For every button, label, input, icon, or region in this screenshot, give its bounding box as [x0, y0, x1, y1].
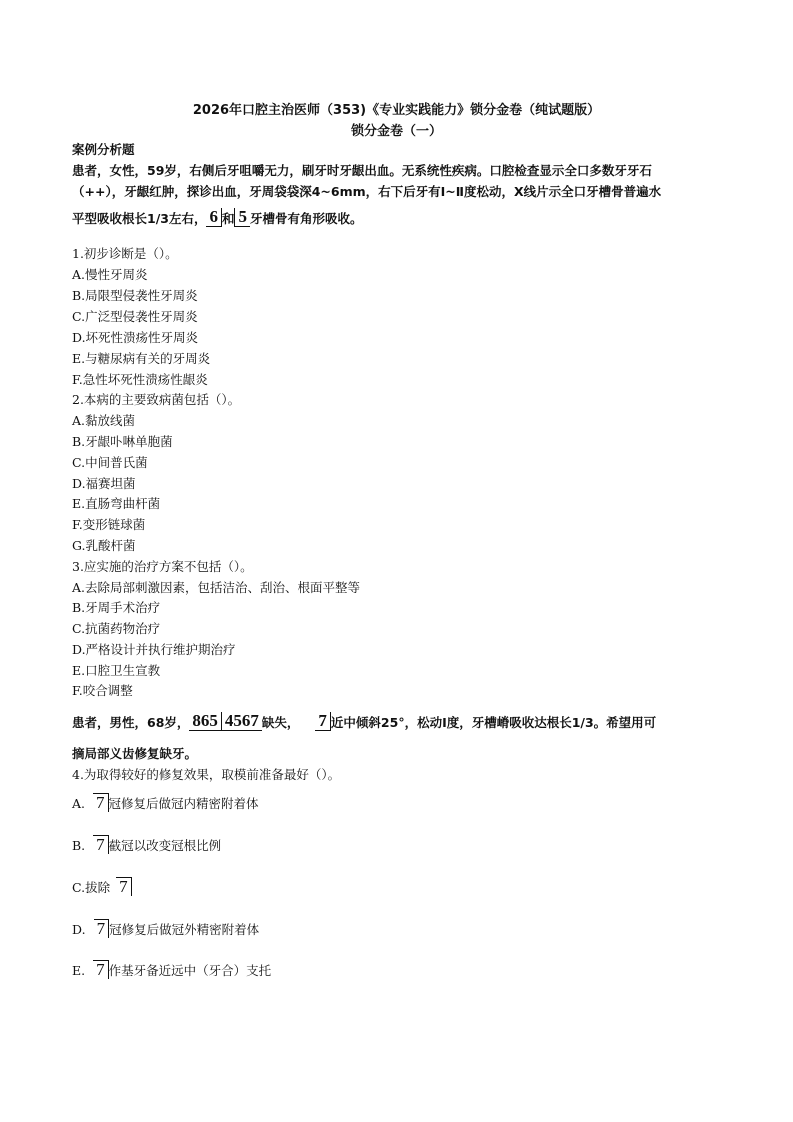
option: B.局限型侵袭性牙周炎	[72, 288, 198, 303]
question-stem: 2.本病的主要致病菌包括（）。	[72, 392, 241, 407]
case1-line3-pre: 平型吸收根长1/3左右，	[72, 211, 207, 226]
case2-post: 近中倾斜25°，松动Ⅰ度，牙槽嵴吸收达根长1/3。希望用可	[330, 715, 657, 730]
case1-line3-post: 牙槽骨有角形吸收。	[249, 211, 363, 226]
option: E.口腔卫生宣教	[72, 663, 161, 678]
tooth-notation-upper	[189, 712, 262, 731]
tooth-notation-lower-right: 7	[94, 919, 110, 938]
case2-pre: 患者，男性，68岁，	[72, 715, 190, 730]
option	[72, 960, 271, 979]
option: A.去除局部刺激因素，包括洁治、刮治、根面平整等	[72, 580, 361, 595]
option: D.严格设计并执行维护期治疗	[72, 642, 236, 657]
option: C.中间普氏菌	[72, 455, 148, 470]
question-stem: 3.应实施的治疗方案不包括（）。	[72, 559, 253, 574]
option	[72, 877, 132, 896]
option-text: 作基牙备近远中（牙合）支托	[108, 963, 272, 978]
option: A.黏放线菌	[72, 413, 136, 428]
option: F.变形链球菌	[72, 517, 146, 532]
option: C.广泛型侵袭性牙周炎	[72, 309, 198, 324]
tooth-notation-lower-right: 7	[93, 793, 109, 812]
option: A.慢性牙周炎	[72, 267, 148, 282]
tooth-notation-lower-right: 7	[93, 960, 109, 979]
exam-title: 2026年口腔主治医师（353)《专业实践能力》锁分金卷（纯试题版）	[192, 103, 601, 118]
tooth-notation-upper-left: 5	[234, 208, 250, 227]
section-heading: 案例分析题	[72, 142, 135, 157]
teeth-upper-right: 865	[189, 712, 222, 730]
tooth-notation-upper-right: 7	[315, 712, 331, 731]
case1-line2: （++），牙龈红肿，探诊出血，牙周袋袋深4~6mm，右下后牙有Ⅰ~Ⅱ度松动，X线片示全口牙槽骨普遍水	[72, 184, 662, 199]
tooth-notation-lower-right: 7	[93, 835, 109, 854]
case1-line1: 患者，女性，59岁，右侧后牙咀嚼无力，刷牙时牙龈出血。无系统性疾病。口腔检查显示全口多数牙牙石	[72, 163, 652, 178]
option	[72, 835, 221, 854]
option: B.牙周手术治疗	[72, 600, 161, 615]
option-prefix: B.	[72, 838, 86, 853]
option: D.坏死性溃疡性牙周炎	[72, 330, 199, 345]
option: D.福赛坦菌	[72, 476, 136, 491]
option: G.乳酸杆菌	[72, 538, 136, 553]
case2-line2: 摘局部义齿修复缺牙。	[72, 746, 198, 761]
exam-subtitle: 锁分金卷（一）	[350, 124, 442, 139]
case1-line3-mid: 和	[221, 211, 235, 226]
option: E.与糖尿病有关的牙周炎	[72, 351, 211, 366]
option: C.抗菌药物治疗	[72, 621, 161, 636]
option-text: 截冠以改变冠根比例	[108, 838, 222, 853]
option-text: 冠修复后做冠内精密附着体	[108, 796, 259, 811]
tooth-notation-upper-right: 6	[206, 208, 222, 227]
option	[72, 793, 259, 812]
option: E.直肠弯曲杆菌	[72, 496, 161, 511]
question-stem: 4.为取得较好的修复效果，取模前准备最好（）。	[72, 767, 341, 782]
option-prefix: C.拔除	[72, 880, 111, 895]
teeth-upper-left: 4567	[224, 711, 259, 730]
option: F.急性坏死性溃疡性龈炎	[72, 372, 208, 387]
case1-line3	[72, 208, 363, 227]
option-text: 冠修复后做冠外精密附着体	[109, 922, 260, 937]
option: F.咬合调整	[72, 683, 133, 698]
option-prefix: E.	[72, 963, 86, 978]
option: B.牙龈卟啉单胞菌	[72, 434, 173, 449]
tooth-notation-lower-right: 7	[116, 877, 132, 896]
case2-mid: 缺失，	[261, 715, 300, 730]
case2-line1	[72, 712, 656, 731]
option-prefix: A.	[72, 796, 86, 811]
option-prefix: D.	[72, 922, 86, 937]
question-stem: 1.初步诊断是（）。	[72, 246, 178, 261]
option	[72, 919, 259, 938]
